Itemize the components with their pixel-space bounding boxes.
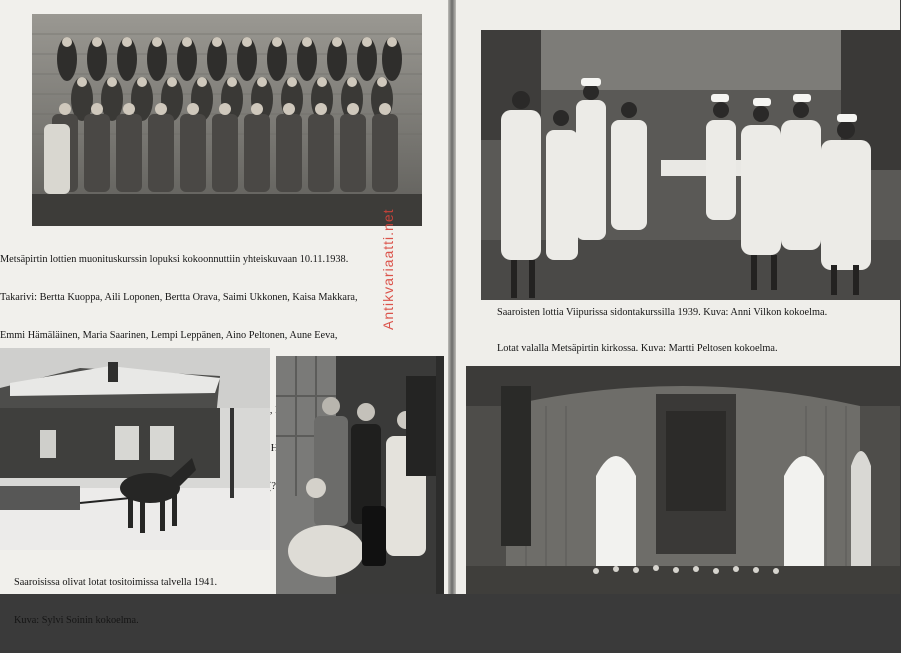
caption-line: (?) bbox=[267, 480, 280, 492]
church-photo-image bbox=[466, 366, 900, 594]
bandage-course-photo bbox=[481, 30, 901, 300]
caption-line: Metsäpirtin lottien muonituskurssin lopuksi kokoonnuttiin yhteiskuvaan 10.11.1938. bbox=[0, 254, 349, 266]
caption-line: Kuva: Sylvi Soinin kokoelma. bbox=[14, 614, 139, 626]
caption-line: Takarivi: Bertta Kuoppa, Aili Loponen, Bertta Orava, Saimi Ukkonen, Kaisa Makkara, bbox=[0, 291, 358, 303]
right-page bbox=[456, 0, 900, 594]
book-gutter bbox=[448, 0, 456, 594]
left-page bbox=[0, 0, 448, 626]
watermark-text: Antikvariaatti.net bbox=[380, 208, 396, 330]
caption-line: Saaroisissa olivat lotat tositoimissa talvella 1941. bbox=[14, 577, 218, 589]
lotta-group-photo-image bbox=[276, 356, 444, 594]
winter-photo bbox=[0, 348, 270, 550]
church-photo bbox=[466, 366, 900, 594]
lotta-group-photo bbox=[276, 356, 444, 594]
bandage-course-caption: Saaroisten lottia Viipurissa sidontakurssilla 1939. Kuva: Anni Vilkon kokoelma. bbox=[497, 307, 828, 318]
winter-photo-image bbox=[0, 348, 270, 550]
bandage-course-photo-image bbox=[481, 30, 901, 300]
winter-photo-caption bbox=[14, 552, 217, 653]
caption-line: Emmi Hämäläinen, Maria Saarinen, Lempi Leppänen, Aino Peltonen, Aune Eeva, bbox=[0, 329, 338, 341]
group-photo bbox=[32, 14, 422, 226]
church-vow-caption: Lotat valalla Metsäpirtin kirkossa. Kuva: Martti Peltosen kokoelma. bbox=[497, 343, 778, 354]
group-photo-image bbox=[32, 14, 422, 226]
